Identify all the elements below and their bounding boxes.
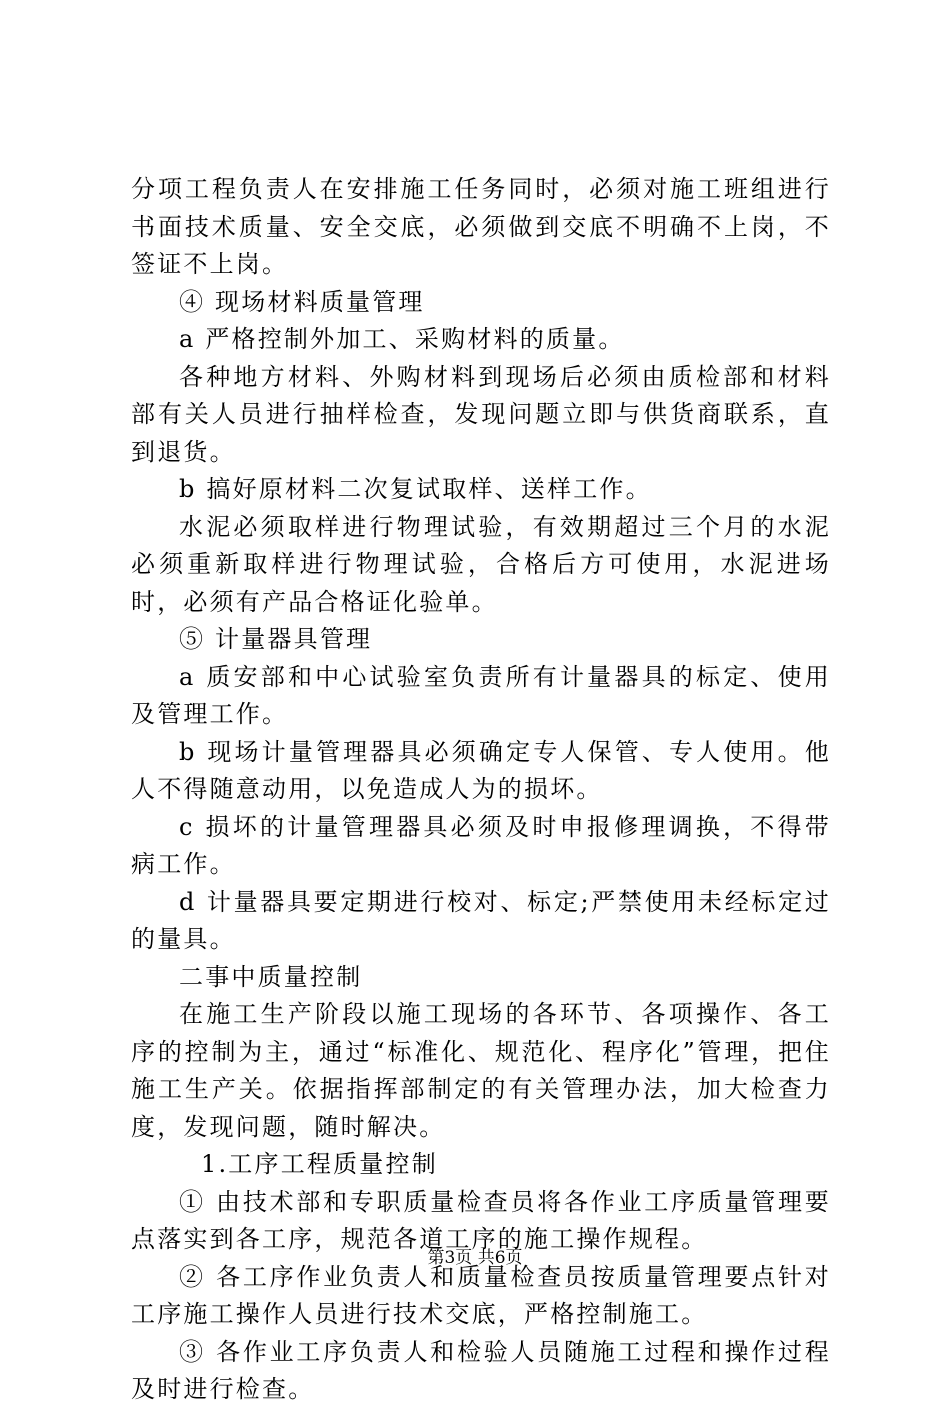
paragraph-construction-stage: 在施工生产阶段以施工现场的各环节、各项操作、各工序的控制为主，通过“标准化、规范化、程序化”管理，把住施工生产关。依据指挥部制定的有关管理办法，加大检查力度，发现问题，随时解决。 xyxy=(131,1000,831,1141)
item-process-key-points: ① 由技术部和专职质量检查员将各作业工序质量管理要点落实到各工序，规范各道工序的施工操作规程。 xyxy=(131,1187,831,1253)
item-periodic-calibration: d 计量器具要定期进行校对、标定;严禁使用未经标定过的量具。 xyxy=(131,887,831,953)
paragraph-cement-testing: 水泥必须取样进行物理试验，有效期超过三个月的水泥必须重新取样进行物理试验，合格后方可使用，水泥进场时，必须有产品合格证化验单。 xyxy=(131,512,831,616)
item-timely-inspection: ③ 各作业工序负责人和检验人员随施工过程和操作过程及时进行检查。 xyxy=(131,1337,831,1403)
item-material-control: a 严格控制外加工、采购材料的质量。 xyxy=(179,325,625,353)
item-instrument-custody: b 现场计量管理器具必须确定专人保管、专人使用。他人不得随意动用，以免造成人为的损坏。 xyxy=(131,737,831,803)
heading-in-process-control: 二事中质量控制 xyxy=(179,962,363,991)
paragraph-sampling-inspection: 各种地方材料、外购材料到现场后必须由质检部和材料部有关人员进行抽样检查，发现问题立即与供货商联系，直到退货。 xyxy=(131,362,831,466)
page-number-footer: 第3页 共6页 xyxy=(427,1248,523,1268)
heading-process-quality: 1.工序工程质量控制 xyxy=(201,1150,438,1178)
item-damaged-instruments: c 损坏的计量管理器具必须及时申报修理调换，不得带病工作。 xyxy=(131,812,831,878)
document-body xyxy=(131,171,831,1409)
item-technical-briefing: ② 各工序作业负责人和质量检查员按质量管理要点针对工序施工操作人员进行技术交底，严格控制施工。 xyxy=(131,1262,831,1328)
heading-material-quality: ④ 现场材料质量管理 xyxy=(179,287,425,316)
paragraph-briefing: 分项工程负责人在安排施工任务同时，必须对施工班组进行书面技术质量、安全交底，必须做到交底不明确不上岗，不签证不上岗。 xyxy=(131,175,831,278)
heading-measuring-instruments: ⑤ 计量器具管理 xyxy=(179,625,373,653)
item-retest-sampling: b 搞好原材料二次复试取样、送样工作。 xyxy=(179,475,652,503)
item-calibration-responsibility: a 质安部和中心试验室负责所有计量器具的标定、使用及管理工作。 xyxy=(131,662,831,728)
